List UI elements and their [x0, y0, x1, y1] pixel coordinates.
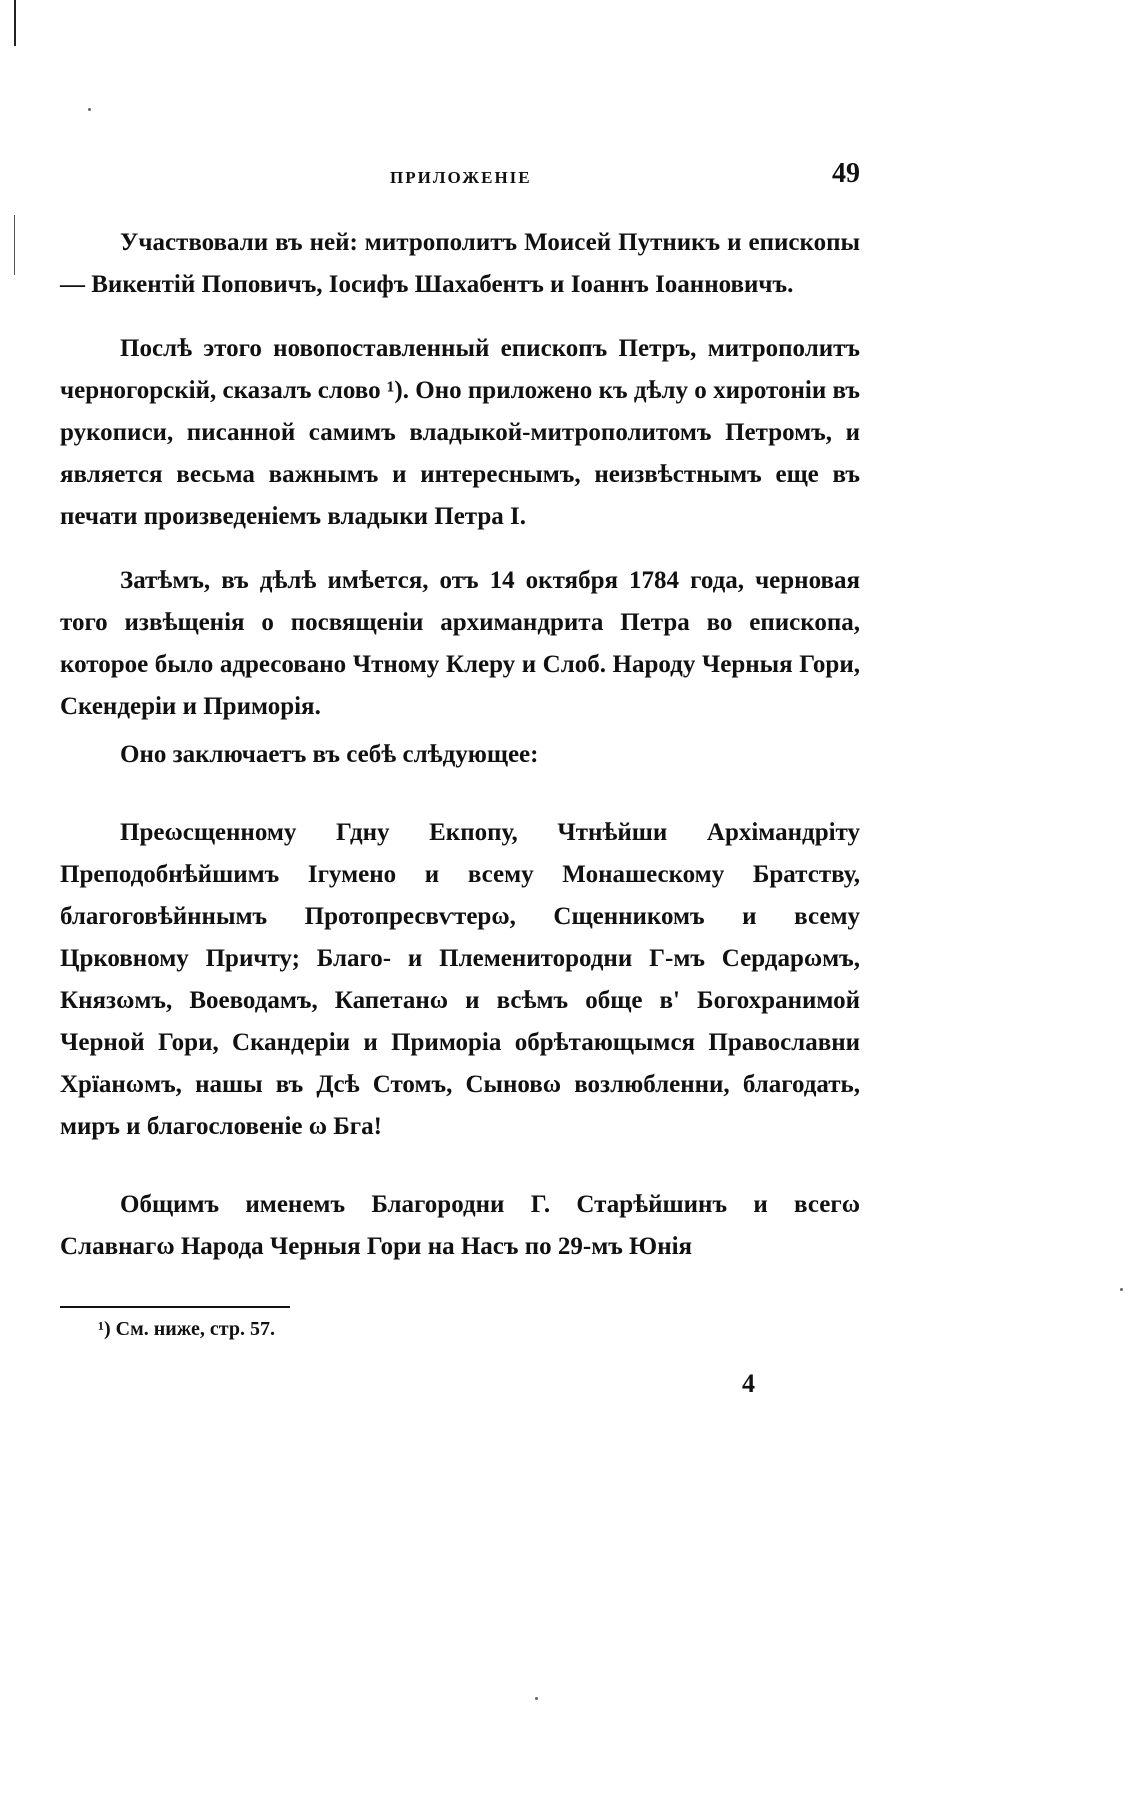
paragraph-participants: Участвовали въ ней: митрополитъ Моисей Путникъ и епископы — Викентій Поповичъ, Іосифъ Шахабентъ и Іоаннъ Іоанновичъ. — [60, 229, 860, 298]
paragraph-sermon: Послѣ этого новопоставленный епископъ Петръ, митрополитъ черногорскій, сказалъ слово ¹). Оно приложено къ дѣлу о хиротоніи въ рукописи, писанной самимъ владыкой-митрополитомъ Петромъ, и является весьма важнымъ и интереснымъ, неизвѣстнымъ еще въ печати произведеніемъ владыки Петра I. — [60, 335, 860, 530]
footnote: ¹) См. ниже, стр. 57. — [98, 1318, 275, 1340]
footnote-rule — [60, 1306, 290, 1308]
paragraph-closing: Общимъ именемъ Благородни Г. Старѣйшинъ и всегω Славнагω Народа Черныя Гори на Насъ по 29-мъ Юнія — [60, 1191, 860, 1260]
paragraph-announcement: Затѣмъ, въ дѣлѣ имѣется, отъ 14 октября 1784 года, черновая того извѣщенія о посвященіи архимандрита Петра во епископа, которое было адресовано Чтному Клеру и Слоб. Народу Черныя Гори, Скендеріи и Приморія. — [60, 567, 860, 720]
speck — [88, 108, 91, 111]
speck — [535, 1697, 538, 1700]
signature-mark: 4 — [742, 1369, 755, 1398]
book-page — [60, 150, 860, 1399]
running-title: ПРИЛОЖЕНІЕ — [390, 168, 532, 187]
page-edge-line — [14, 0, 16, 46]
page-edge-line-lower — [14, 215, 15, 275]
page-number: 49 — [832, 158, 860, 189]
paragraph-intro-quote: Оно заключаетъ въ себѣ слѣдующее: — [120, 741, 539, 768]
running-head — [60, 150, 860, 200]
paragraph-address: Преωсщенному Гдну Екпопу, Чтнѣйши Архімандріту Преподобнѣйшимъ Ігумено и всему Монашескому Братству, благоговѣйннымъ Протопресвѵтерω, Сщенникомъ и всему Црковному Причту; Благо- и Племенитородни Г-мъ Сердарωмъ, Князωмъ, Воеводамъ, Капетанω и всѣмъ обще в' Богохранимой Черной Гори, Скандеріи и Приморіа обрѣтающымся Православни Хрїанωмъ, нашы въ Дсѣ Стомъ, Сыновω возлюбленни, благодать, миръ и благословеніе ω Бга! — [60, 819, 860, 1140]
speck — [1120, 1288, 1123, 1291]
